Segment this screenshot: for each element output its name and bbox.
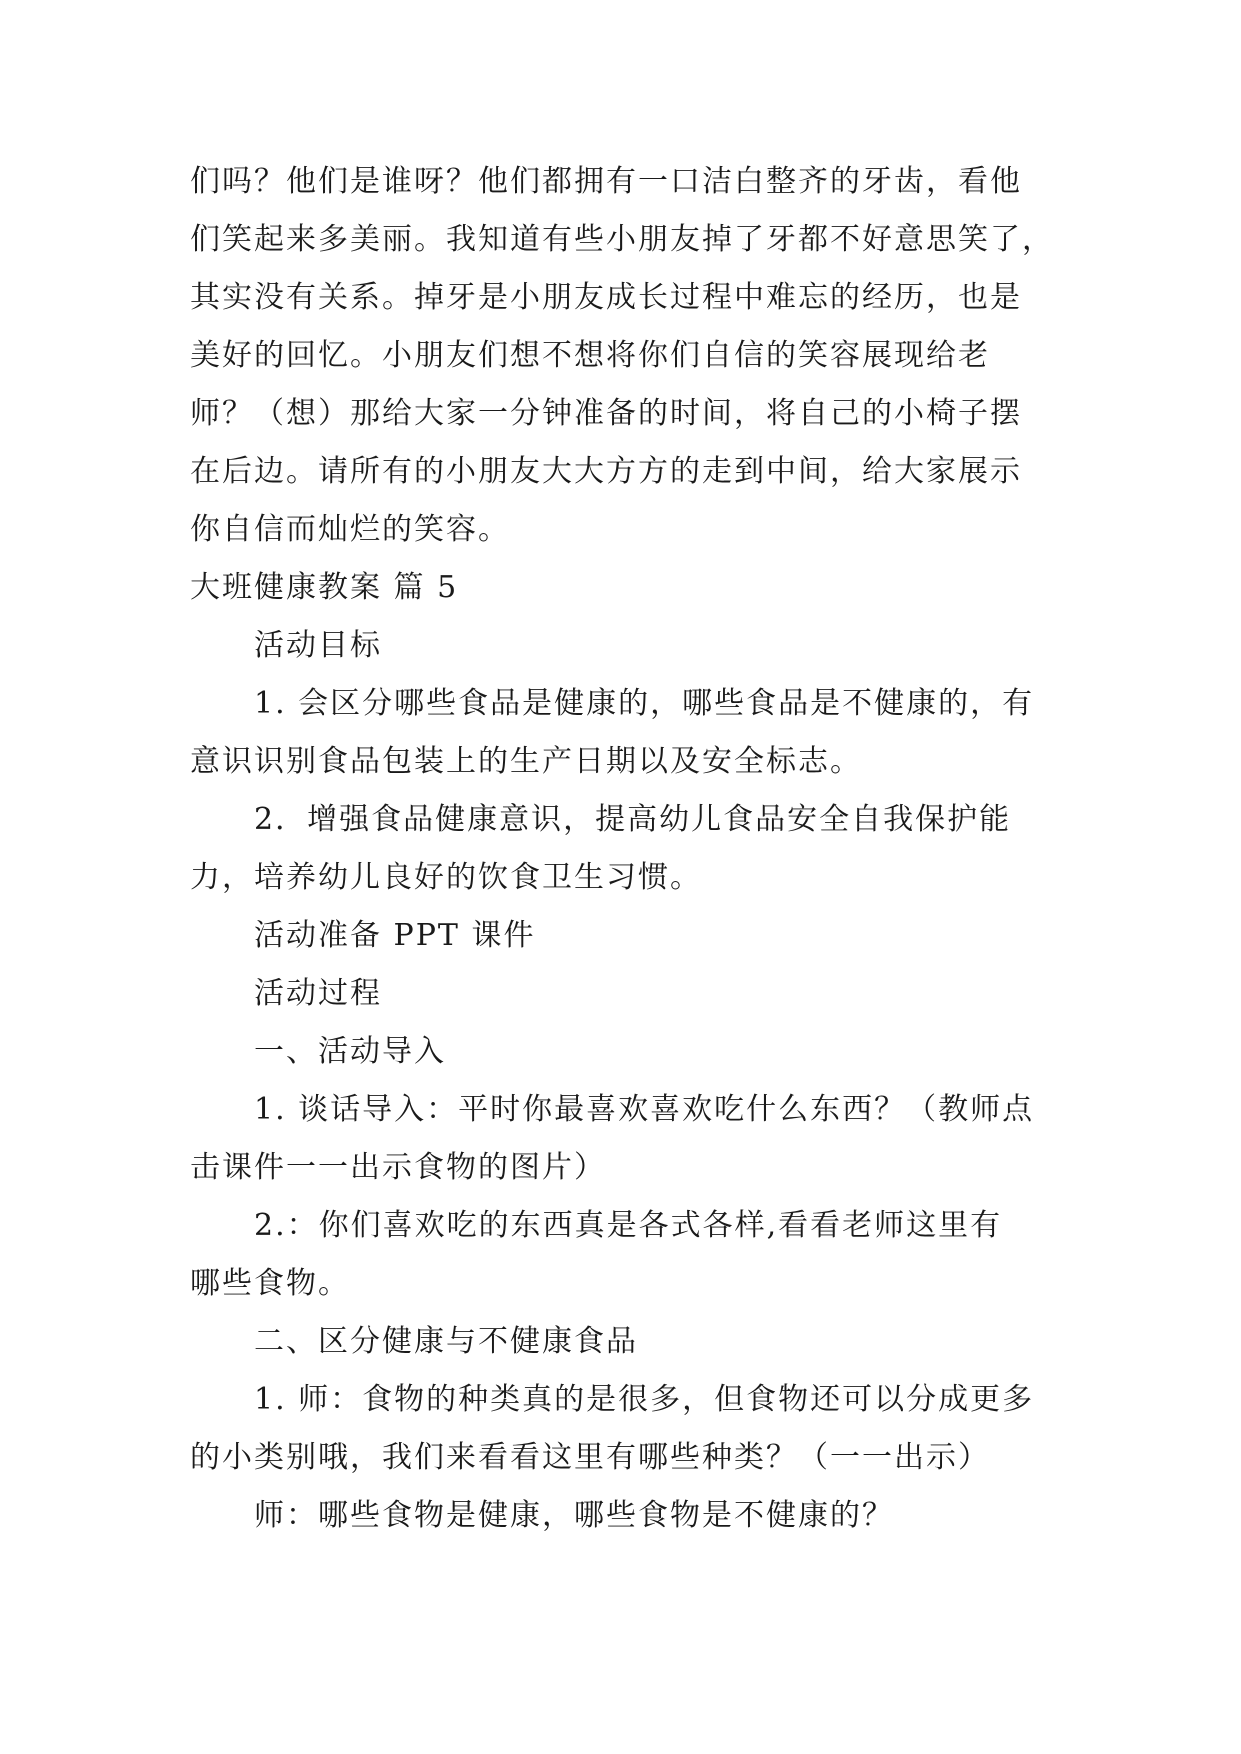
paragraph-line: 师：哪些食物是健康，哪些食物是不健康的？ <box>254 1498 894 1533</box>
paragraph-line: 们笑起来多美丽。我知道有些小朋友掉了牙都不好意思笑了， <box>190 222 1054 257</box>
subheading: 活动准备 PPT 课件 <box>254 918 536 953</box>
subheading: 二、区分健康与不健康食品 <box>254 1324 638 1359</box>
paragraph-line: 2．增强食品健康意识，提高幼儿食品安全自我保护能 <box>254 802 1012 837</box>
paragraph-line: 1. 会区分哪些食品是健康的，哪些食品是不健康的，有 <box>254 686 1035 721</box>
paragraph-line: 1. 师：食物的种类真的是很多，但食物还可以分成更多 <box>254 1382 1035 1417</box>
paragraph-line: 2.：你们喜欢吃的东西真是各式各样,看看老师这里有 <box>254 1208 1003 1243</box>
section-title: 大班健康教案 篇 5 <box>190 570 459 605</box>
paragraph-line: 1. 谈话导入：平时你最喜欢喜欢吃什么东西？（教师点 <box>254 1092 1035 1127</box>
subheading: 活动过程 <box>254 976 382 1011</box>
paragraph-line: 其实没有关系。掉牙是小朋友成长过程中难忘的经历，也是 <box>190 280 1022 315</box>
paragraph-line: 美好的回忆。小朋友们想不想将你们自信的笑容展现给老 <box>190 338 990 373</box>
paragraph-line: 击课件一一出示食物的图片） <box>190 1150 606 1185</box>
paragraph-line: 师？（想）那给大家一分钟准备的时间，将自己的小椅子摆 <box>190 396 1022 431</box>
subheading: 活动目标 <box>254 628 382 663</box>
paragraph-line: 力，培养幼儿良好的饮食卫生习惯。 <box>190 860 702 895</box>
paragraph-line: 意识识别食品包装上的生产日期以及安全标志。 <box>190 744 862 779</box>
subheading: 一、活动导入 <box>254 1034 446 1069</box>
paragraph-line: 在后边。请所有的小朋友大大方方的走到中间，给大家展示 <box>190 454 1022 489</box>
paragraph-line: 的小类别哦，我们来看看这里有哪些种类？（一一出示） <box>190 1440 990 1475</box>
paragraph-line: 哪些食物。 <box>190 1266 350 1301</box>
paragraph-line: 们吗？他们是谁呀？他们都拥有一口洁白整齐的牙齿，看他 <box>190 164 1022 199</box>
paragraph-line: 你自信而灿烂的笑容。 <box>190 512 510 547</box>
